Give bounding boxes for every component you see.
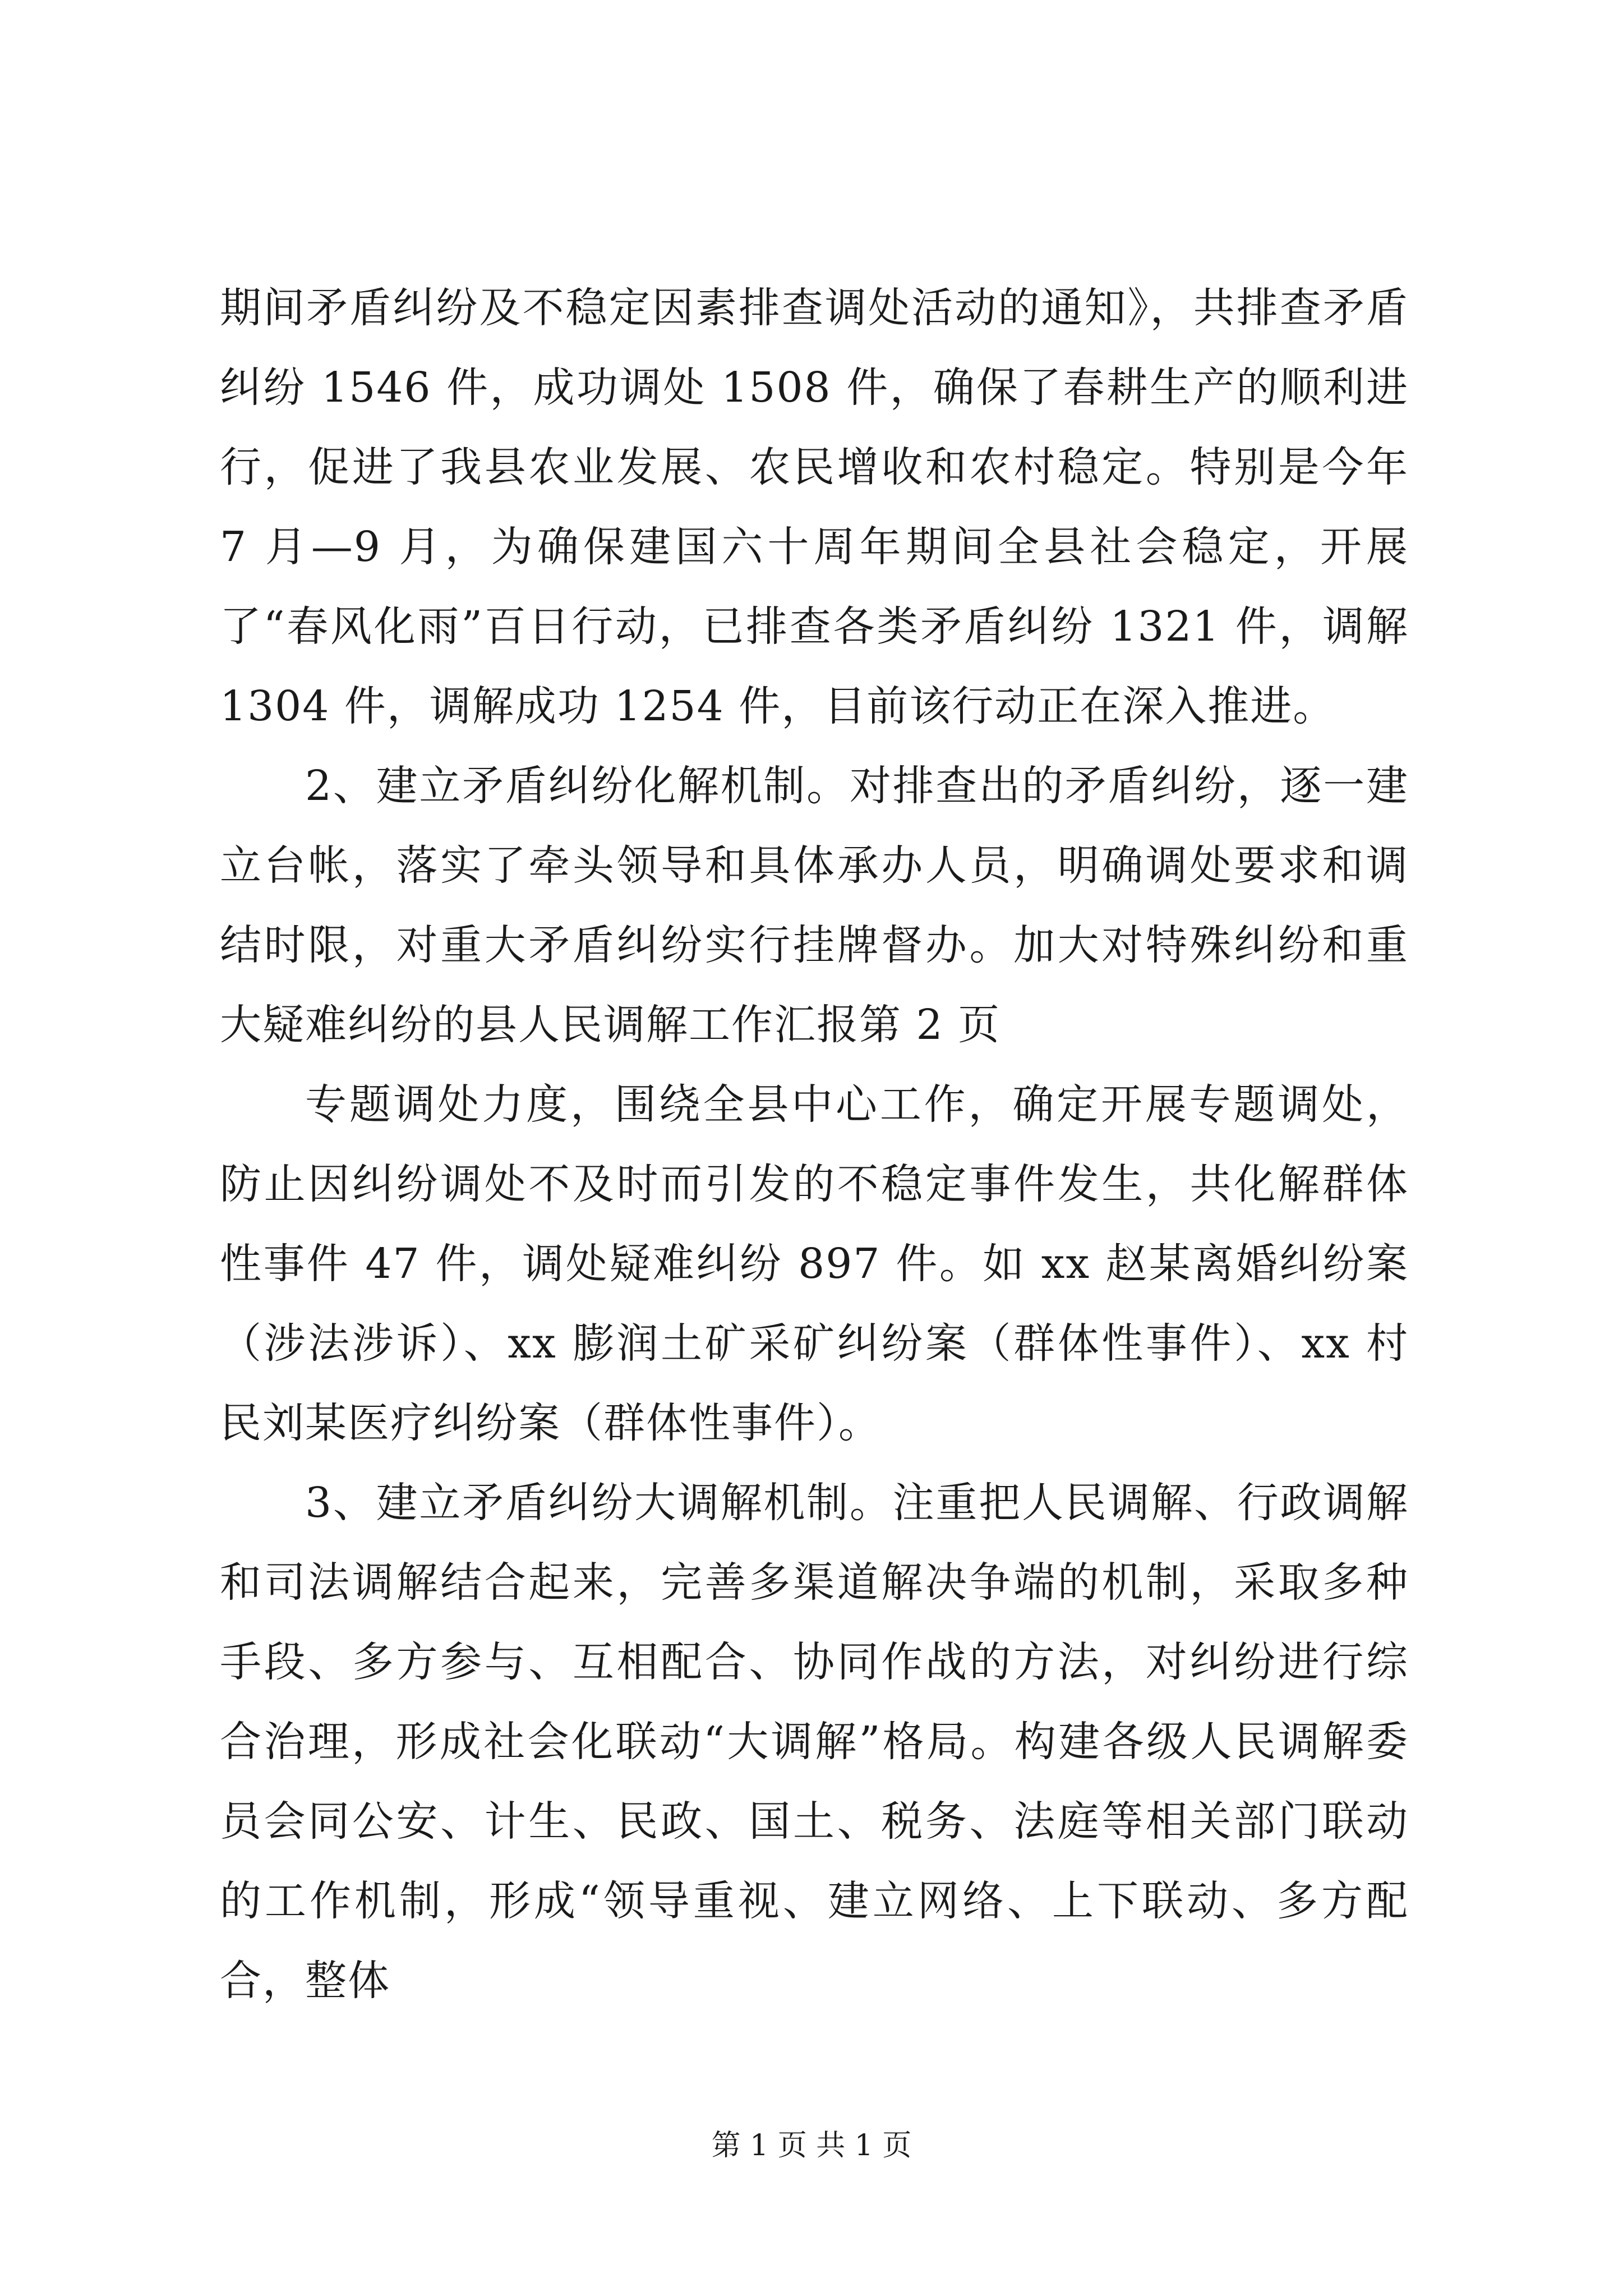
- paragraph-2: 2、建立矛盾纠纷化解机制。对排查出的矛盾纠纷，逐一建立台帐，落实了牵头领导和具体承办人员，明确调处要求和调结时限，对重大矛盾纠纷实行挂牌督办。加大对特殊纠纷和重大疑难纠纷的县人民调解工作汇报第 2 页: [220, 762, 1409, 1049]
- paragraph-3: 专题调处力度，围绕全县中心工作，确定开展专题调处，防止因纠纷调处不及时而引发的不稳定事件发生，共化解群体性事件 47 件，调处疑难纠纷 897 件。如 xx 赵某离婚纠纷案（涉法涉诉）、xx 膨润土矿采矿纠纷案（群体性事件）、xx 村民刘某医疗纠纷案（群体性事件）。: [220, 1080, 1409, 1447]
- page-footer: 第 1 页 共 1 页: [711, 2129, 912, 2162]
- paragraph-4: 3、建立矛盾纠纷大调解机制。注重把人民调解、行政调解和司法调解结合起来，完善多渠道解决争端的机制，采取多种手段、多方参与、互相配合、协同作战的方法，对纠纷进行综合治理，形成社会化联动“大调解”格局。构建各级人民调解委员会同公安、计生、民政、国土、税务、法庭等相关部门联动的工作机制，形成“领导重视、建立网络、上下联动、多方配合，整体: [220, 1479, 1409, 2005]
- document-body: [220, 268, 1409, 2021]
- paragraph-1: 期间矛盾纠纷及不稳定因素排查调处活动的通知》，共排查矛盾纠纷 1546 件，成功调处 1508 件，确保了春耕生产的顺利进行，促进了我县农业发展、农民增收和农村稳定。特别是今年 7 月—9 月，为确保建国六十周年期间全县社会稳定，开展了“春风化雨”百日行动，已排查各类矛盾纠纷 1321 件，调解 1304 件，调解成功 1254 件，目前该行动正在深入推进。: [220, 284, 1409, 730]
